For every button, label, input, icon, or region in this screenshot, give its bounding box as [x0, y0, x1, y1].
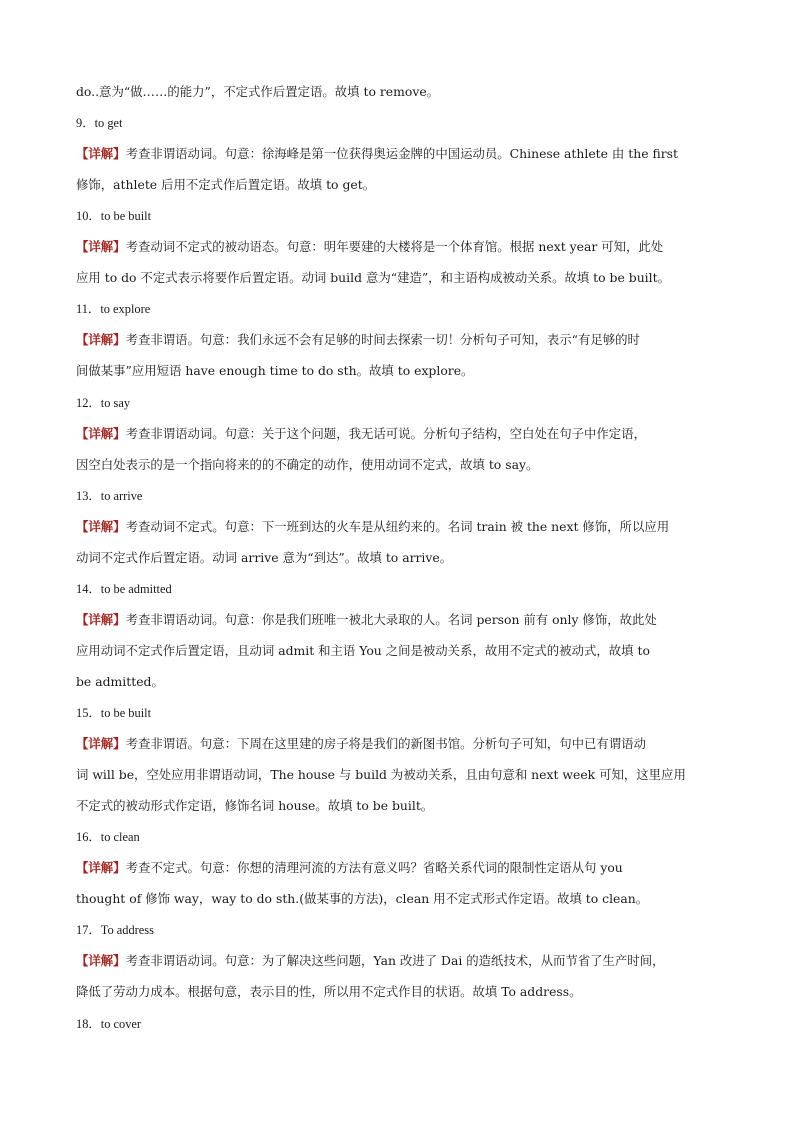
line-text: 12．to say: [76, 396, 131, 410]
line-text: 降低了劳动力成本。根据句意，表示目的性，所以用不定式作目的状语。故填 To address。: [76, 984, 582, 999]
text-line: [76, 176, 726, 194]
explanation-line: [76, 735, 726, 753]
text-line: [76, 269, 726, 287]
detail-tag: 【详解】: [76, 736, 126, 751]
explanation-line: [76, 611, 726, 629]
line-text: 9．to get: [76, 116, 123, 130]
line-text: 词 will be，空处应用非谓语动词，The house 与 build 为被动关系，且由句意和 next week 可知，这里应用: [76, 767, 686, 782]
explanation-line: [76, 952, 726, 970]
answer-number-line: [76, 921, 726, 939]
line-text: 考查非谓语动词。句意：你是我们班唯一被北大录取的人。名词 person 前有 only 修饰，故此处: [125, 612, 657, 627]
line-text: 18．to cover: [76, 1017, 142, 1031]
explanation-line: [76, 518, 726, 536]
line-text: 13．to arrive: [76, 489, 143, 503]
answer-number-line: [76, 207, 726, 225]
line-text: 10．to be built: [76, 209, 152, 223]
line-text: do..意为“做……的能力”，不定式作后置定语。故填 to remove。: [76, 84, 440, 99]
line-text: 考查非谓语。句意：我们永远不会有足够的时间去探索一切！分析句子可知，表示“有足够的时: [125, 332, 640, 347]
text-line: [76, 549, 726, 567]
explanation-line: [76, 145, 726, 163]
answer-number-line: [76, 394, 726, 412]
line-text: 16．to clean: [76, 830, 140, 844]
answer-number-line: [76, 704, 726, 722]
line-text: 考查动词不定式。句意：下一班到达的火车是从纽约来的。名词 train 被 the next 修饰，所以应用: [125, 519, 670, 534]
answer-number-line: [76, 580, 726, 598]
line-text: 考查不定式。句意：你想的清理河流的方法有意义吗？省略关系代词的限制性定语从句 you: [125, 860, 623, 875]
line-text: 考查非谓语动词。句意：为了解决这些问题，Yan 改进了 Dai 的造纸技术，从而节省了生产时间，: [125, 953, 665, 968]
line-text: 11．to explore: [76, 302, 151, 316]
line-text: 17．To address: [76, 923, 154, 937]
line-text: 动词不定式作后置定语。动词 arrive 意为“到达”。故填 to arrive。: [76, 550, 453, 565]
answer-number-line: [76, 300, 726, 318]
line-text: 考查非谓语。句意：下周在这里建的房子将是我们的新图书馆。分析句子可知，句中已有谓语动: [125, 736, 646, 751]
explanation-line: [76, 238, 726, 256]
line-text: thought of 修饰 way，way to do sth.(做某事的方法)，clean 用不定式形式作定语。故填 to clean。: [76, 891, 649, 906]
text-line: [76, 890, 726, 908]
line-text: 不定式的被动形式作定语，修饰名词 house。故填 to be built。: [76, 798, 434, 813]
line-text: 修饰，athlete 后用不定式作后置定语。故填 to get。: [76, 177, 376, 192]
text-line: [76, 456, 726, 474]
text-line: [76, 83, 726, 101]
line-text: be admitted。: [76, 674, 164, 689]
detail-tag: 【详解】: [76, 519, 126, 534]
answer-number-line: [76, 1015, 726, 1033]
text-line: [76, 766, 726, 784]
answer-number-line: [76, 487, 726, 505]
line-text: 考查非谓语动词。句意：关于这个问题，我无话可说。分析句子结构，空白处在句子中作定语，: [125, 426, 646, 441]
explanation-line: [76, 331, 726, 349]
detail-tag: 【详解】: [76, 146, 126, 161]
answer-number-line: [76, 828, 726, 846]
detail-tag: 【详解】: [76, 860, 126, 875]
detail-tag: 【详解】: [76, 612, 126, 627]
detail-tag: 【详解】: [76, 953, 126, 968]
line-text: 考查动词不定式的被动语态。句意：明年要建的大楼将是一个体育馆。根据 next year 可知，此处: [125, 239, 664, 254]
text-line: [76, 362, 726, 380]
text-line: [76, 673, 726, 691]
line-text: 间做某事”应用短语 have enough time to do sth。故填 to explore。: [76, 363, 474, 378]
line-text: 应用动词不定式作后置定语，且动词 admit 和主语 You 之间是被动关系，故用不定式的被动式，故填 to: [76, 643, 650, 658]
text-line: [76, 983, 726, 1001]
detail-tag: 【详解】: [76, 239, 126, 254]
text-line: [76, 797, 726, 815]
line-text: 因空白处表示的是一个指向将来的的不确定的动作，使用动词不定式，故填 to say。: [76, 457, 539, 472]
line-text: 应用 to do 不定式表示将要作后置定语。动词 build 意为“建造”，和主语构成被动关系。故填 to be built。: [76, 270, 670, 285]
line-text: 考查非谓语动词。句意：徐海峰是第一位获得奥运金牌的中国运动员。Chinese athlete 由 the first: [125, 146, 679, 161]
detail-tag: 【详解】: [76, 332, 126, 347]
explanation-line: [76, 859, 726, 877]
explanation-line: [76, 425, 726, 443]
answer-number-line: [76, 114, 726, 132]
line-text: 14．to be admitted: [76, 582, 172, 596]
line-text: 15．to be built: [76, 706, 152, 720]
detail-tag: 【详解】: [76, 426, 126, 441]
text-line: [76, 642, 726, 660]
